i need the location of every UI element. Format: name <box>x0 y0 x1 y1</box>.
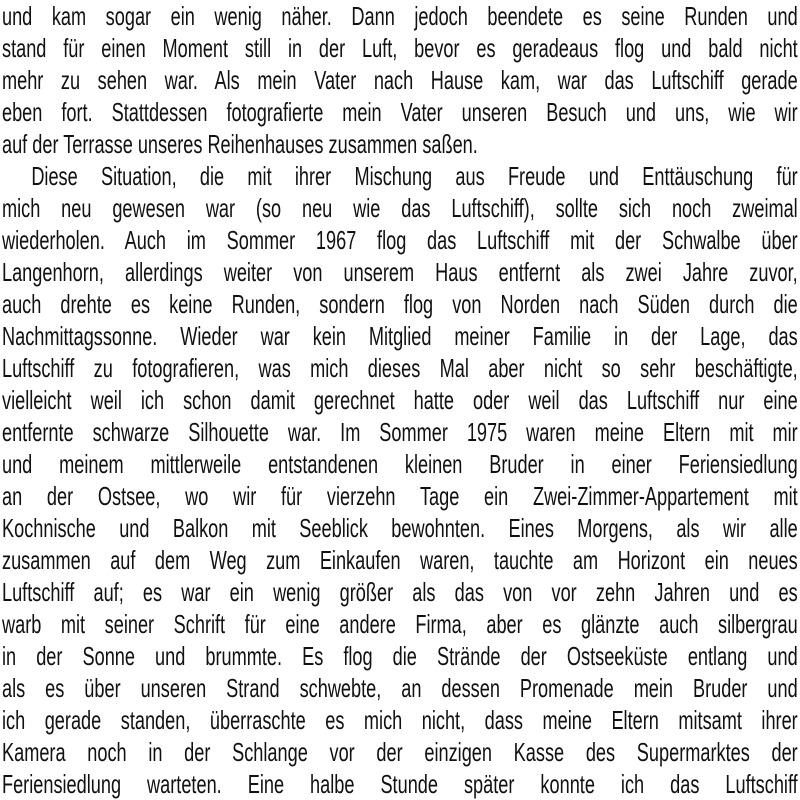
text-line: und meinem mittlerweile entstandenen kleinen Bruder in einer Feriensiedlung <box>2 449 798 479</box>
paragraph-2 <box>2 160 798 800</box>
text-line: Kochnische und Balkon mit Seeblick bewohnten. Eines Morgens, als wir alle <box>2 513 798 543</box>
text-line: Feriensiedlung warteten. Eine halbe Stunde später konnte ich das Luftschiff <box>2 769 798 799</box>
text-line: ich gerade standen, überraschte es mich nicht, dass meine Eltern mitsamt ihrer <box>2 705 798 735</box>
text-line: stand für einen Moment still in der Luft, bevor es geradeaus flog und bald nicht <box>2 33 798 63</box>
text-line: entfernte schwarze Silhouette war. Im Sommer 1975 waren meine Eltern mit mir <box>2 417 798 447</box>
paragraph-1 <box>2 0 798 160</box>
text-line: eben fort. Stattdessen fotografierte mein Vater unseren Besuch und uns, wie wir <box>2 97 798 127</box>
text-line: warb mit seiner Schrift für eine andere Firma, aber es glänzte auch silbergrau <box>2 609 798 639</box>
text-line: auch drehte es keine Runden, sondern flog von Norden nach Süden durch die <box>2 289 798 319</box>
text-line: in der Sonne und brummte. Es flog die Strände der Ostseeküste entlang und <box>2 641 798 671</box>
text-line: und kam sogar ein wenig näher. Dann jedoch beendete es seine Runden und <box>2 1 798 31</box>
text-line: vielleicht weil ich schon damit gerechnet hatte oder weil das Luftschiff nur eine <box>2 385 798 415</box>
text-line: Nachmittagssonne. Wieder war kein Mitglied meiner Familie in der Lage, das <box>2 321 798 351</box>
text-line: Langenhorn, allerdings weiter von unserem Haus entfernt als zwei Jahre zuvor, <box>2 257 798 287</box>
text-line: mehr zu sehen war. Als mein Vater nach Hause kam, war das Luftschiff gerade <box>2 65 798 95</box>
text-line: an der Ostsee, wo wir für vierzehn Tage ein Zwei-Zimmer-Appartement mit <box>2 481 798 511</box>
text-line: mich neu gewesen war (so neu wie das Luftschiff), sollte sich noch zweimal <box>2 193 798 223</box>
text-line: Luftschiff auf; es war ein wenig größer als das von vor zehn Jahren und es <box>2 577 798 607</box>
text-line: Luftschiff zu fotografieren, was mich dieses Mal aber nicht so sehr beschäftigte, <box>2 353 798 383</box>
text-line: zusammen auf dem Weg zum Einkaufen waren, tauchte am Horizont ein neues <box>2 545 798 575</box>
text-line: Kamera noch in der Schlange vor der einzigen Kasse des Supermarktes der <box>2 737 798 767</box>
text-line: als es über unseren Strand schwebte, an dessen Promenade mein Bruder und <box>2 673 798 703</box>
text-line: wiederholen. Auch im Sommer 1967 flog das Luftschiff mit der Schwalbe über <box>2 225 798 255</box>
text-line: auf der Terrasse unseres Reihenhauses zusammen saßen. <box>2 129 478 159</box>
text-block <box>2 0 798 800</box>
text-line: Diese Situation, die mit ihrer Mischung aus Freude und Enttäuschung für <box>31 161 798 191</box>
